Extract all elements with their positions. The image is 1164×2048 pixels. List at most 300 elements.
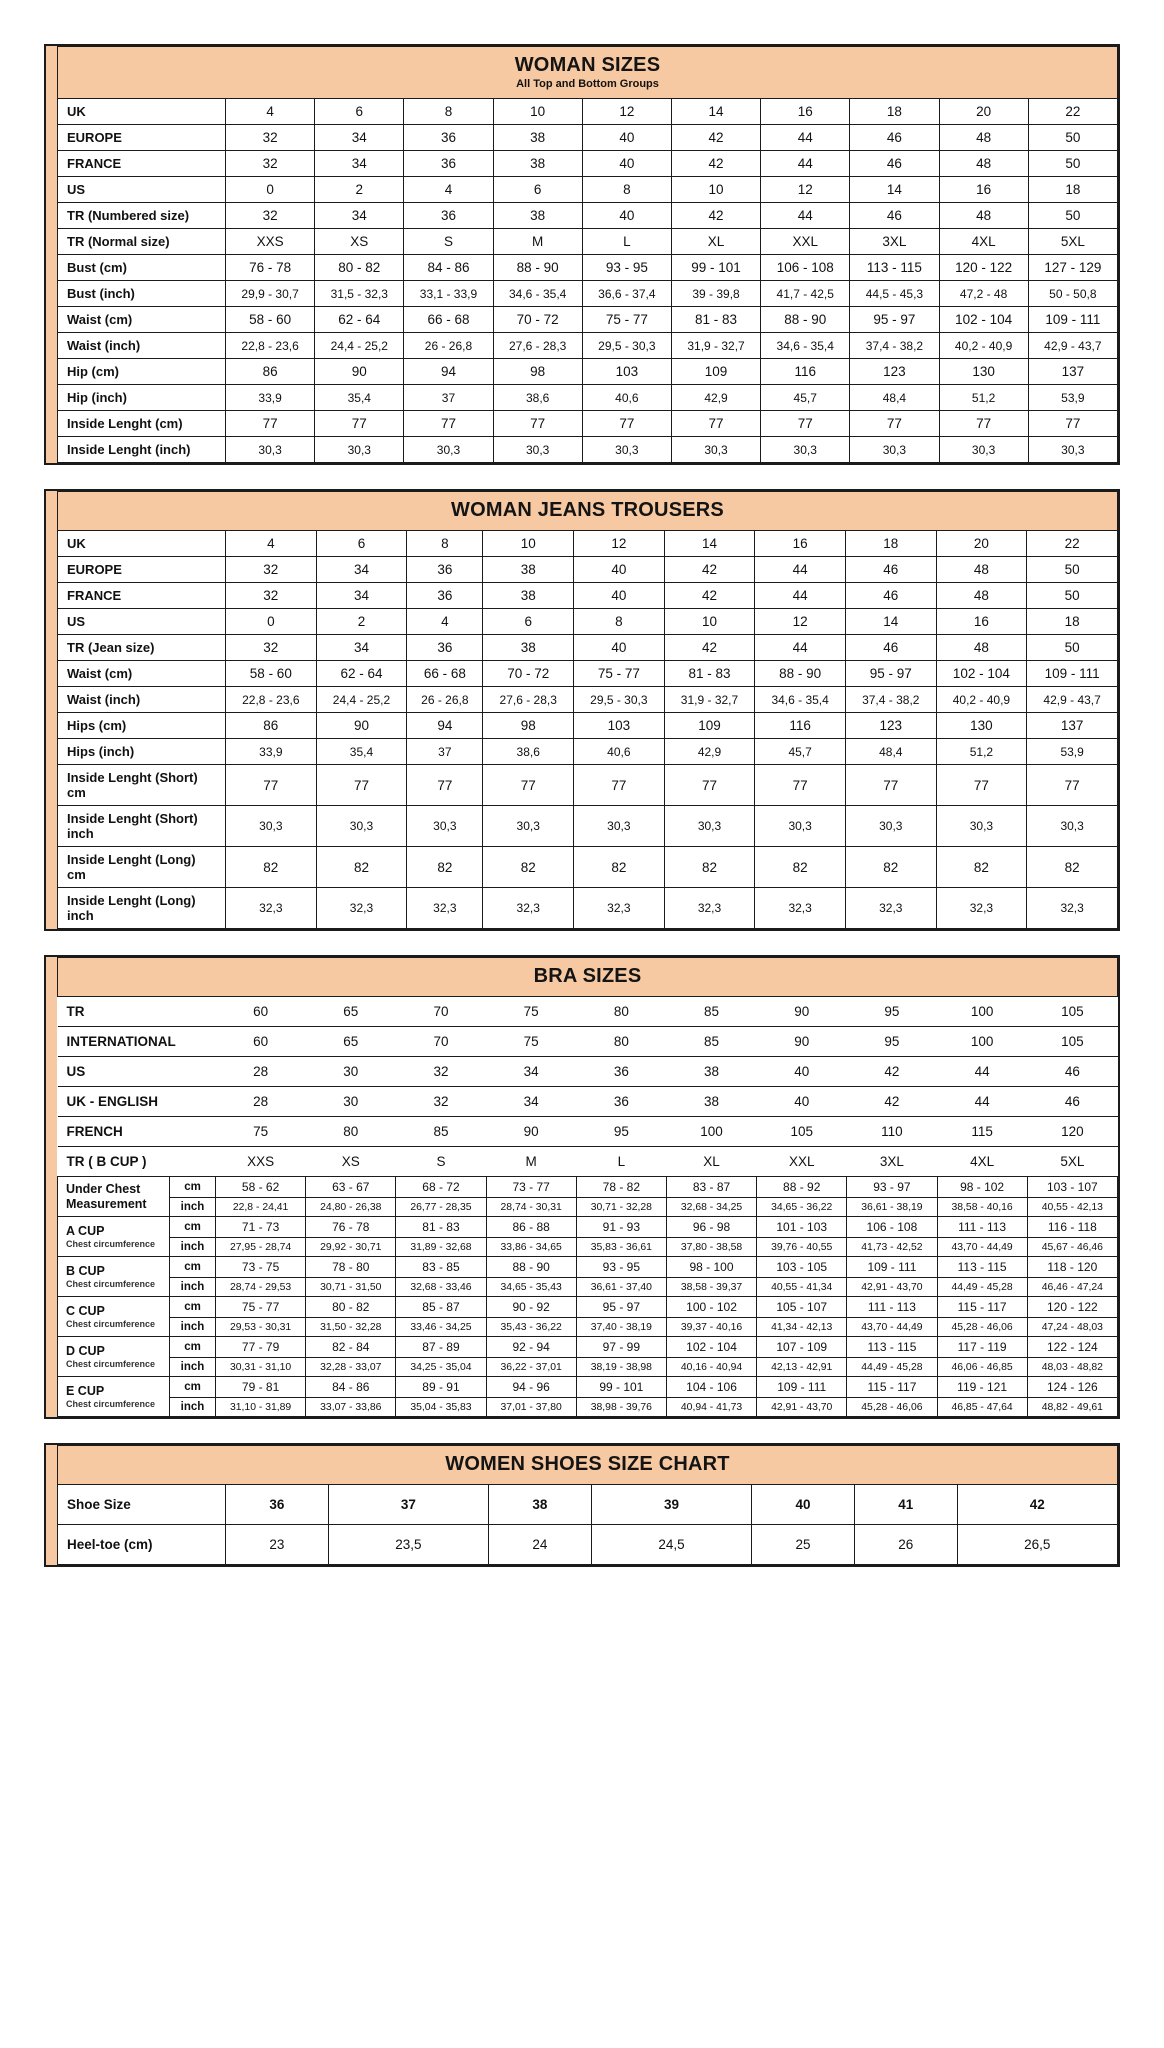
size-value-cell: 42,9 - 43,7 xyxy=(1028,333,1117,359)
size-value-cell: 37 xyxy=(407,739,483,765)
row-label: Inside Lenght (Short) cm xyxy=(58,765,226,806)
table-row xyxy=(58,1117,1118,1147)
table-row xyxy=(58,411,1118,437)
size-value-cell: 85 xyxy=(666,1027,756,1057)
size-value-cell: 30,3 xyxy=(316,806,407,847)
size-value-cell: 32,3 xyxy=(316,888,407,929)
size-value-cell: 44 xyxy=(755,635,846,661)
row-sublabel-text: Chest circumference xyxy=(66,1359,156,1370)
size-value-cell: 84 - 86 xyxy=(306,1377,396,1398)
size-value-cell: 48,82 - 49,61 xyxy=(1027,1398,1117,1417)
size-value-cell: 106 - 108 xyxy=(761,255,850,281)
row-label: TR ( B CUP ) xyxy=(58,1147,216,1177)
table-row xyxy=(58,229,1118,255)
table-title-cell xyxy=(58,47,1118,99)
row-label-text: C CUP xyxy=(66,1303,105,1318)
size-value-cell: 29,92 - 30,71 xyxy=(306,1238,396,1257)
size-value-cell: 40 xyxy=(582,203,671,229)
table-row xyxy=(58,765,1118,806)
woman-sizes-table-wrap xyxy=(44,44,1120,465)
size-value-cell: 28 xyxy=(216,1057,306,1087)
size-value-cell: 6 xyxy=(483,609,574,635)
size-value-cell: 30,3 xyxy=(1028,437,1117,463)
size-value-cell: 75 - 77 xyxy=(216,1297,306,1318)
size-value-cell: 22,8 - 24,41 xyxy=(216,1198,306,1217)
row-label: Inside Lenght (cm) xyxy=(58,411,226,437)
size-value-cell: 32,3 xyxy=(755,888,846,929)
row-label: US xyxy=(58,177,226,203)
unit-label: inch xyxy=(170,1318,216,1337)
size-value-cell: 109 - 111 xyxy=(1028,307,1117,333)
size-value-cell: 82 xyxy=(936,847,1027,888)
size-value-cell: 77 xyxy=(1027,765,1118,806)
row-sublabel-text: Chest circumference xyxy=(66,1279,156,1290)
size-value-cell: 40 xyxy=(574,583,665,609)
row-sublabel-text: Chest circumference xyxy=(66,1319,156,1330)
size-value-cell: 42 xyxy=(664,635,755,661)
table-header-row xyxy=(58,47,1118,99)
size-value-cell: 127 - 129 xyxy=(1028,255,1117,281)
size-value-cell: 36 xyxy=(226,1485,329,1525)
size-value-cell: 94 - 96 xyxy=(486,1377,576,1398)
size-value-cell: 5XL xyxy=(1028,229,1117,255)
size-value-cell: 77 xyxy=(939,411,1028,437)
size-value-cell: 123 xyxy=(845,713,936,739)
size-value-cell: 10 xyxy=(483,531,574,557)
size-value-cell: 130 xyxy=(939,359,1028,385)
table-row xyxy=(58,1398,1118,1417)
size-value-cell: 39 xyxy=(591,1485,751,1525)
row-group-label xyxy=(58,1257,170,1297)
table-row xyxy=(58,1297,1118,1318)
table-row xyxy=(58,1278,1118,1297)
size-value-cell: 118 - 120 xyxy=(1027,1257,1117,1278)
size-value-cell: 98 - 102 xyxy=(937,1177,1027,1198)
size-value-cell: 47,24 - 48,03 xyxy=(1027,1318,1117,1337)
size-value-cell: 0 xyxy=(226,177,315,203)
unit-label: inch xyxy=(170,1358,216,1377)
row-label-text: D CUP xyxy=(66,1343,105,1358)
size-value-cell: 36 xyxy=(407,583,483,609)
table-title: WOMAN JEANS TROUSERS xyxy=(451,499,724,521)
size-value-cell: 37 xyxy=(404,385,493,411)
size-value-cell: 45,28 - 46,06 xyxy=(847,1398,937,1417)
size-value-cell: 12 xyxy=(755,609,846,635)
size-value-cell: 33,1 - 33,9 xyxy=(404,281,493,307)
size-value-cell: 35,83 - 36,61 xyxy=(576,1238,666,1257)
size-value-cell: 42 xyxy=(847,1057,937,1087)
size-value-cell: 42,9 xyxy=(671,385,760,411)
row-sublabel-text: Chest circumference xyxy=(66,1239,156,1250)
size-value-cell: 27,6 - 28,3 xyxy=(483,687,574,713)
size-value-cell: 95 xyxy=(847,1027,937,1057)
size-value-cell: 26 - 26,8 xyxy=(407,687,483,713)
row-label: Hips (inch) xyxy=(58,739,226,765)
size-value-cell: 53,9 xyxy=(1028,385,1117,411)
unit-label: inch xyxy=(170,1278,216,1297)
row-label: TR xyxy=(58,997,216,1027)
size-value-cell: 34,6 - 35,4 xyxy=(493,281,582,307)
size-value-cell: 42 xyxy=(957,1485,1117,1525)
size-value-cell: 75 - 77 xyxy=(582,307,671,333)
size-value-cell: 40,2 - 40,9 xyxy=(936,687,1027,713)
table-row xyxy=(58,609,1118,635)
size-value-cell: 86 - 88 xyxy=(486,1217,576,1238)
size-value-cell: 60 xyxy=(216,997,306,1027)
size-value-cell: 109 xyxy=(664,713,755,739)
size-value-cell: 30,3 xyxy=(407,806,483,847)
row-label: Inside Lenght (Long) cm xyxy=(58,847,226,888)
size-value-cell: 14 xyxy=(664,531,755,557)
row-label: Shoe Size xyxy=(58,1485,226,1525)
size-value-cell: 45,67 - 46,46 xyxy=(1027,1238,1117,1257)
row-label: Waist (inch) xyxy=(58,333,226,359)
size-value-cell: 77 xyxy=(755,765,846,806)
size-value-cell: 94 xyxy=(407,713,483,739)
table-row xyxy=(58,687,1118,713)
unit-label: cm xyxy=(170,1297,216,1318)
row-label-text: A CUP xyxy=(66,1223,105,1238)
size-value-cell: 82 xyxy=(845,847,936,888)
table-row xyxy=(58,1485,1118,1525)
size-value-cell: 38 xyxy=(666,1087,756,1117)
size-value-cell: L xyxy=(576,1147,666,1177)
size-value-cell: 14 xyxy=(850,177,939,203)
size-value-cell: 48 xyxy=(936,583,1027,609)
size-value-cell: 115 - 117 xyxy=(937,1297,1027,1318)
size-value-cell: 8 xyxy=(407,531,483,557)
size-value-cell: 32 xyxy=(396,1087,486,1117)
size-value-cell: 3XL xyxy=(850,229,939,255)
size-value-cell: 48,4 xyxy=(850,385,939,411)
size-value-cell: 34 xyxy=(315,125,404,151)
size-value-cell: XL xyxy=(666,1147,756,1177)
size-value-cell: 6 xyxy=(493,177,582,203)
size-value-cell: 42,91 - 43,70 xyxy=(847,1278,937,1297)
size-value-cell: 77 xyxy=(1028,411,1117,437)
size-value-cell: 32,3 xyxy=(574,888,665,929)
size-value-cell: 18 xyxy=(1028,177,1117,203)
size-value-cell: 86 xyxy=(226,359,315,385)
size-value-cell: 120 - 122 xyxy=(939,255,1028,281)
size-value-cell: 30,3 xyxy=(226,806,317,847)
size-value-cell: S xyxy=(396,1147,486,1177)
size-value-cell: 39 - 39,8 xyxy=(671,281,760,307)
size-value-cell: 77 xyxy=(850,411,939,437)
size-value-cell: 68 - 72 xyxy=(396,1177,486,1198)
size-value-cell: 38,58 - 40,16 xyxy=(937,1198,1027,1217)
size-value-cell: 38,58 - 39,37 xyxy=(666,1278,756,1297)
woman-jeans-table xyxy=(57,491,1118,929)
size-value-cell: 116 xyxy=(761,359,850,385)
row-label: Waist (inch) xyxy=(58,687,226,713)
size-value-cell: 46 xyxy=(850,125,939,151)
size-value-cell: 86 xyxy=(226,713,317,739)
size-value-cell: 70 - 72 xyxy=(493,307,582,333)
row-group-label xyxy=(58,1377,170,1417)
size-value-cell: XXS xyxy=(216,1147,306,1177)
size-value-cell: 30,3 xyxy=(1027,806,1118,847)
table-row xyxy=(58,1217,1118,1238)
size-value-cell: 104 - 106 xyxy=(666,1377,756,1398)
size-value-cell: 44 xyxy=(937,1087,1027,1117)
size-value-cell: 137 xyxy=(1027,713,1118,739)
size-value-cell: 95 - 97 xyxy=(850,307,939,333)
size-value-cell: 33,86 - 34,65 xyxy=(486,1238,576,1257)
size-value-cell: 42 xyxy=(847,1087,937,1117)
size-value-cell: 75 xyxy=(486,997,576,1027)
size-value-cell: 36,61 - 38,19 xyxy=(847,1198,937,1217)
size-value-cell: 30,3 xyxy=(404,437,493,463)
size-value-cell: 105 xyxy=(1027,1027,1117,1057)
size-value-cell: 30,3 xyxy=(671,437,760,463)
row-group-label xyxy=(58,1337,170,1377)
size-value-cell: 123 xyxy=(850,359,939,385)
size-value-cell: 75 - 77 xyxy=(574,661,665,687)
size-value-cell: 37,01 - 37,80 xyxy=(486,1398,576,1417)
size-value-cell: 38,19 - 38,98 xyxy=(576,1358,666,1377)
size-value-cell: 42 xyxy=(671,125,760,151)
size-value-cell: 77 xyxy=(226,411,315,437)
size-value-cell: 38 xyxy=(483,583,574,609)
size-value-cell: 94 xyxy=(404,359,493,385)
size-value-cell: 48 xyxy=(939,125,1028,151)
size-value-cell: 77 xyxy=(483,765,574,806)
size-value-cell: 37,80 - 38,58 xyxy=(666,1238,756,1257)
size-value-cell: 40,94 - 41,73 xyxy=(666,1398,756,1417)
size-value-cell: 32 xyxy=(226,583,317,609)
size-value-cell: 29,53 - 30,31 xyxy=(216,1318,306,1337)
unit-label: cm xyxy=(170,1217,216,1238)
size-value-cell: 50 - 50,8 xyxy=(1028,281,1117,307)
table-row xyxy=(58,635,1118,661)
size-value-cell: 88 - 90 xyxy=(486,1257,576,1278)
woman-sizes-body xyxy=(58,99,1118,463)
size-value-cell: 6 xyxy=(316,531,407,557)
size-value-cell: 110 xyxy=(847,1117,937,1147)
table-row xyxy=(58,1318,1118,1337)
size-value-cell: 77 xyxy=(404,411,493,437)
size-value-cell: 4 xyxy=(404,177,493,203)
size-value-cell: 77 xyxy=(316,765,407,806)
size-value-cell: 40,6 xyxy=(582,385,671,411)
size-value-cell: 27,6 - 28,3 xyxy=(493,333,582,359)
size-value-cell: 90 - 92 xyxy=(486,1297,576,1318)
size-value-cell: 124 - 126 xyxy=(1027,1377,1117,1398)
size-value-cell: 93 - 97 xyxy=(847,1177,937,1198)
bra-conversion-body xyxy=(58,997,1118,1177)
row-label-text: E CUP xyxy=(66,1383,105,1398)
size-value-cell: 42 xyxy=(671,151,760,177)
size-value-cell: 32,3 xyxy=(226,888,317,929)
size-value-cell: 48 xyxy=(936,635,1027,661)
size-value-cell: 31,9 - 32,7 xyxy=(671,333,760,359)
size-value-cell: 70 xyxy=(396,997,486,1027)
size-value-cell: 46 xyxy=(850,203,939,229)
size-value-cell: 46 xyxy=(845,583,936,609)
row-group-label xyxy=(58,1297,170,1337)
size-value-cell: 37,40 - 38,19 xyxy=(576,1318,666,1337)
size-value-cell: 40 xyxy=(582,151,671,177)
table-row xyxy=(58,1257,1118,1278)
size-value-cell: 42 xyxy=(664,583,755,609)
size-value-cell: 77 xyxy=(493,411,582,437)
size-value-cell: 41,73 - 42,52 xyxy=(847,1238,937,1257)
size-value-cell: 120 xyxy=(1027,1117,1117,1147)
size-value-cell: 30,71 - 31,50 xyxy=(306,1278,396,1297)
row-label-text: Under Chest Measurement xyxy=(66,1182,147,1211)
size-value-cell: 30 xyxy=(306,1087,396,1117)
size-value-cell: 109 - 111 xyxy=(1027,661,1118,687)
size-value-cell: 77 xyxy=(574,765,665,806)
size-value-cell: 32 xyxy=(226,125,315,151)
size-value-cell: 34 xyxy=(486,1057,576,1087)
row-label: TR (Jean size) xyxy=(58,635,226,661)
size-value-cell: 34 xyxy=(316,583,407,609)
size-value-cell: 46 xyxy=(845,557,936,583)
size-value-cell: 85 xyxy=(666,997,756,1027)
size-value-cell: 4XL xyxy=(937,1147,1027,1177)
size-value-cell: 38,6 xyxy=(483,739,574,765)
table-row xyxy=(58,385,1118,411)
size-value-cell: 8 xyxy=(574,609,665,635)
size-value-cell: 14 xyxy=(845,609,936,635)
size-value-cell: 38 xyxy=(483,557,574,583)
size-value-cell: XXL xyxy=(761,229,850,255)
size-value-cell: 8 xyxy=(582,177,671,203)
size-value-cell: 44 xyxy=(761,151,850,177)
size-value-cell: 30,3 xyxy=(939,437,1028,463)
size-value-cell: 83 - 87 xyxy=(666,1177,756,1198)
size-value-cell: 77 xyxy=(407,765,483,806)
size-value-cell: 4XL xyxy=(939,229,1028,255)
size-value-cell: 113 - 115 xyxy=(850,255,939,281)
size-value-cell: 95 - 97 xyxy=(576,1297,666,1318)
size-value-cell: 44,49 - 45,28 xyxy=(937,1278,1027,1297)
size-value-cell: 38,98 - 39,76 xyxy=(576,1398,666,1417)
size-value-cell: 95 - 97 xyxy=(845,661,936,687)
size-value-cell: 4 xyxy=(226,99,315,125)
size-value-cell: 38 xyxy=(493,125,582,151)
row-label: TR (Normal size) xyxy=(58,229,226,255)
size-value-cell: 107 - 109 xyxy=(757,1337,847,1358)
size-value-cell: 116 xyxy=(755,713,846,739)
size-value-cell: 109 xyxy=(671,359,760,385)
size-value-cell: 30,3 xyxy=(582,437,671,463)
size-value-cell: 66 - 68 xyxy=(404,307,493,333)
size-value-cell: 18 xyxy=(845,531,936,557)
size-value-cell: 34,65 - 35,43 xyxy=(486,1278,576,1297)
size-value-cell: 2 xyxy=(315,177,404,203)
size-value-cell: 111 - 113 xyxy=(847,1297,937,1318)
size-value-cell: 30,3 xyxy=(850,437,939,463)
size-value-cell: 81 - 83 xyxy=(396,1217,486,1238)
size-value-cell: 36 xyxy=(404,125,493,151)
size-value-cell: 29,5 - 30,3 xyxy=(582,333,671,359)
table-row xyxy=(58,557,1118,583)
size-value-cell: 10 xyxy=(664,609,755,635)
size-value-cell: 36 xyxy=(576,1087,666,1117)
size-value-cell: 85 - 87 xyxy=(396,1297,486,1318)
table-title: WOMEN SHOES SIZE CHART xyxy=(445,1453,730,1475)
size-value-cell: 79 - 81 xyxy=(216,1377,306,1398)
row-label: Hips (cm) xyxy=(58,713,226,739)
shoes-body xyxy=(58,1485,1118,1565)
size-value-cell: 37,4 - 38,2 xyxy=(845,687,936,713)
size-value-cell: 22 xyxy=(1027,531,1118,557)
size-value-cell: 82 xyxy=(407,847,483,888)
table-row xyxy=(58,359,1118,385)
size-value-cell: 109 - 111 xyxy=(847,1257,937,1278)
table-title: BRA SIZES xyxy=(533,965,642,987)
size-value-cell: 40,6 xyxy=(574,739,665,765)
row-label: Hip (inch) xyxy=(58,385,226,411)
table-row xyxy=(58,307,1118,333)
table-row xyxy=(58,888,1118,929)
size-value-cell: 111 - 113 xyxy=(937,1217,1027,1238)
size-value-cell: 38 xyxy=(493,203,582,229)
table-title-cell xyxy=(58,1446,1118,1485)
size-value-cell: 63 - 67 xyxy=(306,1177,396,1198)
size-value-cell: 34,6 - 35,4 xyxy=(761,333,850,359)
size-value-cell: 38,6 xyxy=(493,385,582,411)
table-row xyxy=(58,531,1118,557)
size-value-cell: 12 xyxy=(574,531,665,557)
size-value-cell: XL xyxy=(671,229,760,255)
size-value-cell: 28 xyxy=(216,1087,306,1117)
row-label: Inside Lenght (inch) xyxy=(58,437,226,463)
size-value-cell: 46,06 - 46,85 xyxy=(937,1358,1027,1377)
unit-label: inch xyxy=(170,1238,216,1257)
size-value-cell: 32 xyxy=(226,557,317,583)
row-label: INTERNATIONAL xyxy=(58,1027,216,1057)
size-value-cell: 36 xyxy=(407,635,483,661)
table-row xyxy=(58,1238,1118,1257)
row-label: FRENCH xyxy=(58,1117,216,1147)
size-value-cell: XS xyxy=(306,1147,396,1177)
size-value-cell: 73 - 77 xyxy=(486,1177,576,1198)
size-value-cell: 117 - 119 xyxy=(937,1337,1027,1358)
size-value-cell: 24,4 - 25,2 xyxy=(316,687,407,713)
size-value-cell: 80 xyxy=(576,1027,666,1057)
size-value-cell: 34 xyxy=(315,151,404,177)
unit-label: cm xyxy=(170,1337,216,1358)
size-value-cell: 40 xyxy=(752,1485,855,1525)
size-value-cell: 38 xyxy=(493,151,582,177)
size-value-cell: 44 xyxy=(755,557,846,583)
size-value-cell: 99 - 101 xyxy=(576,1377,666,1398)
size-value-cell: 98 xyxy=(493,359,582,385)
size-value-cell: 40 xyxy=(574,557,665,583)
size-value-cell: 26 - 26,8 xyxy=(404,333,493,359)
woman-jeans-body xyxy=(58,531,1118,929)
size-value-cell: 12 xyxy=(582,99,671,125)
row-label: FRANCE xyxy=(58,151,226,177)
size-value-cell: 90 xyxy=(315,359,404,385)
size-value-cell: 23 xyxy=(226,1525,329,1565)
size-value-cell: 76 - 78 xyxy=(226,255,315,281)
size-value-cell: 47,2 - 48 xyxy=(939,281,1028,307)
size-value-cell: 41,34 - 42,13 xyxy=(757,1318,847,1337)
size-value-cell: 44 xyxy=(761,125,850,151)
size-value-cell: 36 xyxy=(576,1057,666,1087)
size-value-cell: 48 xyxy=(939,151,1028,177)
size-value-cell: 32 xyxy=(226,203,315,229)
size-value-cell: 42,9 xyxy=(664,739,755,765)
size-value-cell: 50 xyxy=(1027,635,1118,661)
table-row xyxy=(58,99,1118,125)
size-value-cell: 90 xyxy=(757,997,847,1027)
